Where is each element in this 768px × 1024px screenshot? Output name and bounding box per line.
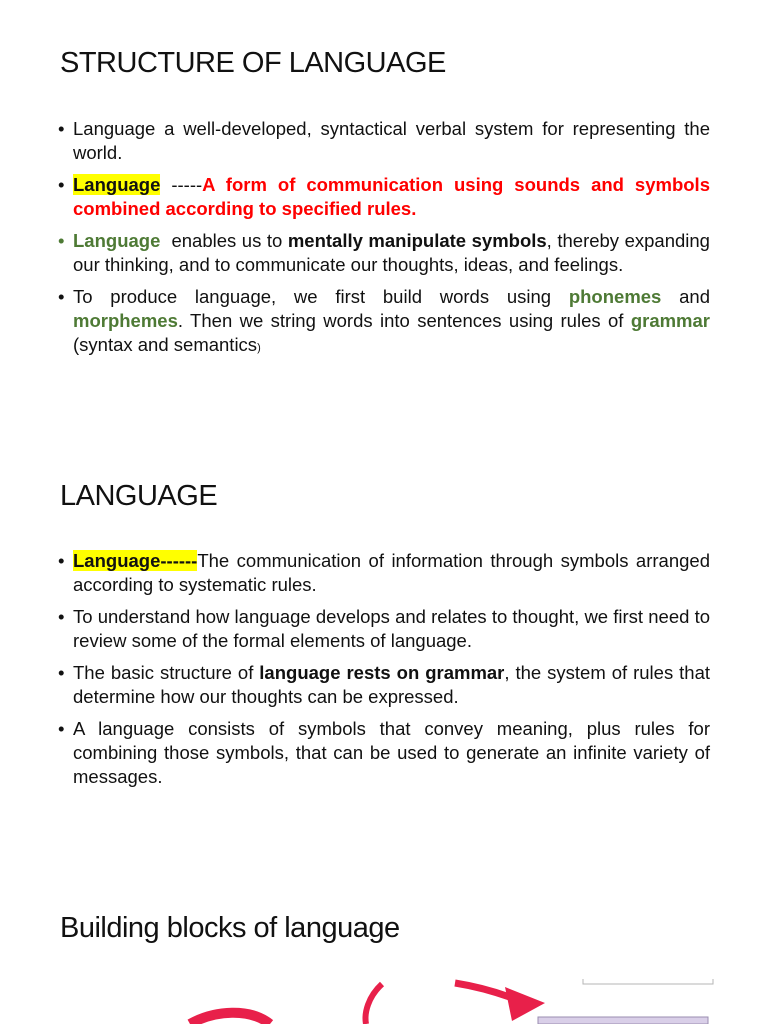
term-text: Language — [73, 230, 161, 251]
list-item — [58, 229, 710, 277]
list-item — [58, 717, 710, 789]
bold-text: language rests on grammar — [259, 662, 505, 683]
bullet-text: The communication of information through symbols arranged according to systematic rules. — [73, 550, 710, 595]
list-item — [58, 285, 710, 360]
bullet-text: . Then we string words into sentences using rules of — [177, 310, 631, 331]
bullet-text: ) — [257, 342, 261, 354]
bullet-text: Language a well-developed, syntactical verbal system for representing the world. — [73, 118, 710, 163]
dashes: ----- — [160, 174, 203, 195]
frame-corner — [583, 979, 713, 984]
bold-text: mentally manipulate symbols — [287, 230, 547, 251]
bullet-text: The basic structure of — [73, 662, 260, 683]
block-box — [538, 1017, 708, 1024]
bullet-list — [58, 549, 710, 797]
list-item — [58, 661, 710, 709]
highlighted-term: Language------ — [73, 550, 198, 571]
bullet-text: enables us to — [160, 230, 288, 251]
list-item — [58, 605, 710, 653]
page-title: Building blocks of language — [60, 912, 400, 944]
term-grammar: grammar — [630, 310, 710, 331]
term-morphemes: morphemes — [73, 310, 178, 331]
bullet-text: and — [661, 286, 710, 307]
bullet-text: To understand how language develops and relates to thought, we first need to review some of the formal elements of language. — [73, 606, 710, 651]
bullet-text: A language consists of symbols that convey meaning, plus rules for combining those symbols, that can be used to generate an infinite variety of messages. — [73, 718, 710, 787]
page-title: LANGUAGE — [60, 480, 218, 512]
bullet-text: To produce language, we first build words using — [73, 286, 569, 307]
curved-arrow-middle — [366, 984, 382, 1024]
page-title: STRUCTURE OF LANGUAGE — [60, 47, 446, 79]
curved-arrow-left — [190, 1013, 270, 1024]
bullet-text: , the system of rules that determine how our thoughts can be expressed. — [73, 662, 711, 707]
arrow-head — [505, 987, 545, 1021]
definition-text: A form of communication using sounds and symbols combined according to specified rules. — [73, 174, 710, 219]
list-item — [58, 117, 710, 165]
bullet-list — [58, 117, 710, 368]
term-phonemes: phonemes — [568, 286, 662, 307]
building-blocks-diagram — [0, 975, 768, 1024]
bullet-text: , thereby expanding our thinking, and to communicate our thoughts, ideas, and feelings. — [73, 230, 710, 275]
list-item — [58, 173, 710, 221]
bullet-text: (syntax and semantics — [73, 334, 258, 355]
list-item — [58, 549, 710, 597]
highlighted-term: Language — [73, 174, 161, 195]
